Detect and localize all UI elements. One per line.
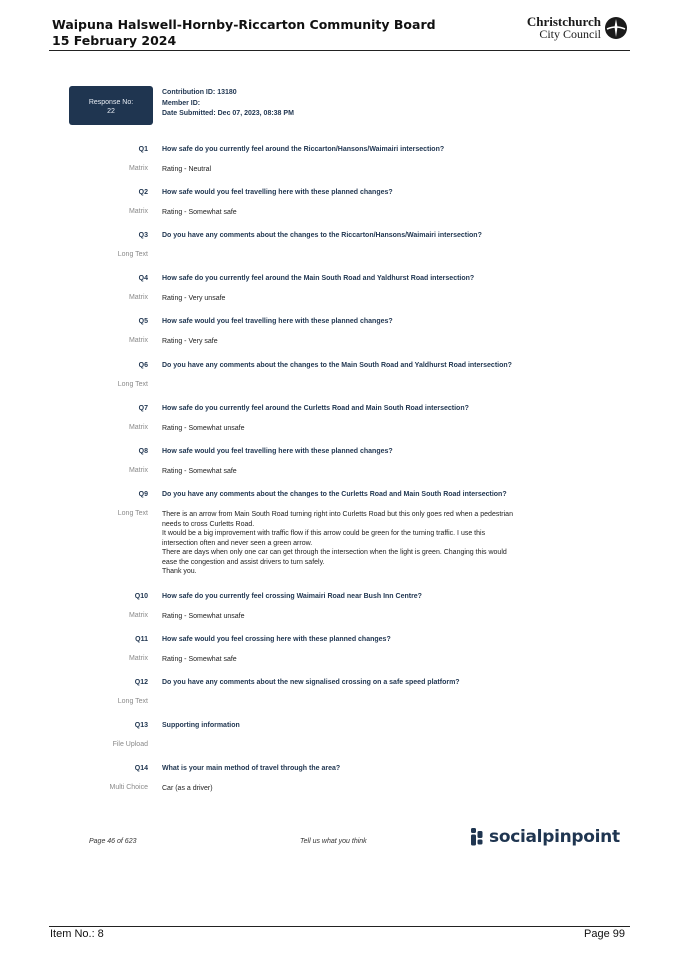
question-answer bbox=[162, 612, 592, 622]
question-number: Q13 bbox=[134, 722, 148, 729]
question-text: How safe do you currently feel crossing Waimairi Road near Bush Inn Centre? bbox=[162, 593, 422, 600]
question-answer bbox=[162, 165, 592, 175]
answer-line: Rating - Somewhat safe bbox=[162, 656, 237, 663]
date-label: Date Submitted: bbox=[162, 110, 216, 117]
question-answer bbox=[162, 467, 592, 477]
question-text: How safe would you feel crossing here with these planned changes? bbox=[162, 636, 391, 643]
socialpinpoint-wordmark: socialpinpoint bbox=[489, 827, 620, 847]
answer-line: Rating - Somewhat safe bbox=[162, 468, 237, 475]
question-number: Q11 bbox=[135, 636, 148, 643]
contribution-label: Contribution ID: bbox=[162, 89, 216, 96]
response-card bbox=[64, 80, 620, 858]
question-type: Multi Choice bbox=[109, 784, 148, 791]
answer-line: There is an arrow from Main South Road turning right into Curletts Road but this only goes red when a pedestrian bbox=[162, 511, 513, 518]
question-text: Supporting information bbox=[162, 722, 240, 729]
response-badge bbox=[69, 86, 153, 125]
question-type: Matrix bbox=[128, 424, 148, 431]
question-text: What is your main method of travel through the area? bbox=[162, 765, 341, 772]
question-answer bbox=[162, 655, 592, 665]
question-answer bbox=[162, 208, 592, 218]
response-badge-label: Response No: bbox=[88, 99, 134, 106]
question-type: Long Text bbox=[117, 510, 148, 517]
question-text: How safe do you currently feel around the Riccarton/Hansons/Waimairi intersection? bbox=[162, 146, 445, 153]
question-text: Do you have any comments about the changes to the Riccarton/Hansons/Waimairi intersection? bbox=[162, 232, 482, 239]
question-type: Matrix bbox=[128, 294, 148, 301]
member-label: Member ID: bbox=[162, 99, 201, 107]
answer-line: Rating - Neutral bbox=[162, 166, 212, 173]
question-type: Matrix bbox=[128, 208, 148, 215]
logo-line-2: City Council bbox=[539, 27, 601, 41]
question-text: How safe do you currently feel around the Main South Road and Yaldhurst Road intersection? bbox=[162, 275, 475, 282]
answer-line: Rating - Very safe bbox=[162, 338, 218, 345]
question-number: Q6 bbox=[138, 362, 148, 369]
question-type: Long Text bbox=[117, 698, 148, 705]
question-text: How safe do you currently feel around the Curletts Road and Main South Road intersection? bbox=[162, 405, 469, 412]
question-text: Do you have any comments about the new signalised crossing on a safe speed platform? bbox=[162, 679, 460, 686]
question-type: File Upload bbox=[112, 741, 148, 748]
question-number: Q10 bbox=[134, 593, 148, 600]
question-number: Q4 bbox=[138, 275, 148, 282]
board-name: Waipuna Halswell-Hornby-Riccarton Community Board bbox=[52, 17, 436, 32]
question-text: Do you have any comments about the changes to the Main South Road and Yaldhurst Road intersection? bbox=[162, 362, 512, 369]
question-number: Q2 bbox=[138, 189, 148, 196]
response-badge-number: 22 bbox=[107, 108, 115, 115]
question-answer bbox=[162, 424, 592, 434]
question-text: How safe would you feel travelling here with these planned changes? bbox=[162, 318, 393, 325]
question-number: Q3 bbox=[138, 232, 148, 239]
answer-line: There are days when only one car can get through the intersection when the light is green. Changing this would bbox=[162, 549, 507, 556]
question-text: How safe would you feel travelling here with these planned changes? bbox=[162, 189, 393, 196]
card-tagline: Tell us what you think bbox=[300, 838, 367, 845]
council-emblem-icon bbox=[604, 16, 628, 40]
socialpinpoint-logo bbox=[470, 827, 620, 847]
header-rule bbox=[49, 50, 630, 51]
answer-line: Rating - Somewhat unsafe bbox=[162, 425, 245, 432]
answer-line: Rating - Somewhat unsafe bbox=[162, 613, 245, 620]
date-submitted: Dec 07, 2023, 08:38 PM bbox=[217, 110, 294, 117]
question-number: Q9 bbox=[138, 491, 148, 498]
council-logo bbox=[527, 16, 628, 40]
logo-line-1: Christchurch bbox=[526, 14, 601, 29]
answer-line: ease the congestion and assist drivers to turn safely. bbox=[162, 558, 325, 566]
question-answer bbox=[162, 294, 592, 304]
answer-line: intersection often and never seen a green arrow. bbox=[162, 539, 313, 547]
question-type: Matrix bbox=[128, 337, 148, 344]
answer-line: It would be a big improvement with traffic flow if this arrow could be green for the turning traffic. I use this bbox=[162, 530, 486, 537]
answer-line: Rating - Very unsafe bbox=[162, 295, 226, 302]
question-text: How safe would you feel travelling here with these planned changes? bbox=[162, 448, 393, 455]
page-number: Page 99 bbox=[584, 928, 625, 940]
answer-line: needs to cross Curletts Road. bbox=[162, 520, 255, 528]
question-type: Long Text bbox=[117, 381, 148, 388]
answer-line: Car (as a driver) bbox=[162, 785, 213, 792]
question-type: Matrix bbox=[128, 467, 148, 474]
answer-line: Rating - Somewhat safe bbox=[162, 209, 237, 216]
question-type: Matrix bbox=[128, 165, 148, 172]
question-type: Matrix bbox=[128, 612, 148, 619]
footer-rule bbox=[49, 926, 630, 927]
meeting-date: 15 February 2024 bbox=[52, 33, 177, 48]
contribution-id: 13180 bbox=[217, 89, 237, 96]
question-text: Do you have any comments about the changes to the Curletts Road and Main South Road intersection? bbox=[162, 491, 507, 498]
socialpinpoint-mark-icon bbox=[470, 827, 484, 847]
item-number: Item No.: 8 bbox=[50, 928, 104, 940]
question-number: Q12 bbox=[134, 679, 148, 686]
question-number: Q5 bbox=[138, 318, 148, 325]
question-answer bbox=[162, 784, 592, 794]
question-number: Q1 bbox=[138, 146, 148, 153]
question-type: Long Text bbox=[117, 251, 148, 258]
question-answer bbox=[162, 510, 592, 577]
document-title bbox=[52, 17, 436, 49]
card-page-number: Page 46 of 623 bbox=[89, 838, 137, 845]
response-meta bbox=[162, 88, 294, 120]
question-number: Q8 bbox=[138, 448, 148, 455]
question-number: Q7 bbox=[138, 405, 148, 412]
question-number: Q14 bbox=[134, 765, 148, 772]
question-type: Matrix bbox=[128, 655, 148, 662]
question-answer bbox=[162, 337, 592, 347]
answer-line: Thank you. bbox=[162, 568, 197, 575]
